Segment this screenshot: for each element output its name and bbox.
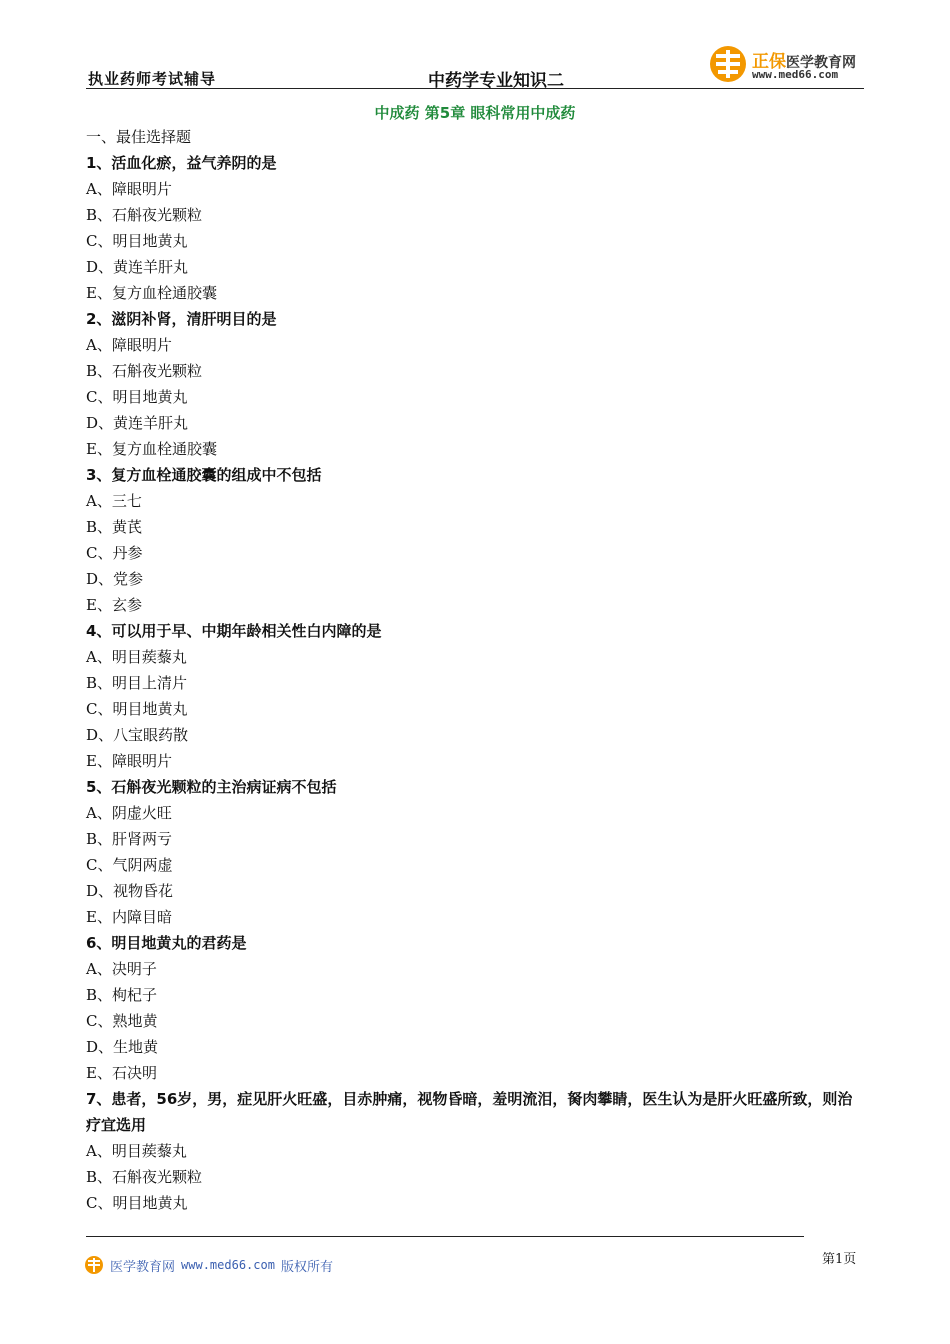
question-stem: 2、滋阴补肾，清肝明目的是	[86, 310, 277, 328]
question-stem: 4、可以用于早、中期年龄相关性白内障的是	[86, 622, 382, 640]
question-stem: 7、患者，56岁，男，症见肝火旺盛，目赤肿痛，视物昏暗，羞明流泪，胬肉攀睛，医生认为是肝火旺盛所致，则治疗宜选用	[86, 1090, 853, 1134]
answer-option: B、石斛夜光颗粒	[86, 362, 203, 380]
footer-url[interactable]: www.med66.com	[181, 1258, 275, 1272]
question-stem: 1、活血化瘀，益气养阴的是	[86, 154, 277, 172]
answer-option: E、石决明	[86, 1064, 157, 1082]
footer-divider	[86, 1236, 804, 1237]
footer-copyright	[84, 1255, 333, 1275]
brand-logo	[708, 42, 868, 86]
logo-brand: 正保	[752, 52, 786, 72]
question-stem: 5、石斛夜光颗粒的主治病证病不包括	[86, 778, 337, 796]
header-center-title: 中药学专业知识二	[428, 71, 564, 91]
page-number: 第1页	[822, 1252, 857, 1267]
chapter-title: 中成药 第5章 眼科常用中成药	[374, 104, 576, 122]
answer-option: B、石斛夜光颗粒	[86, 1168, 203, 1186]
answer-option: A、三七	[86, 492, 142, 510]
answer-option: D、八宝眼药散	[86, 726, 189, 744]
answer-option: C、气阴两虚	[86, 856, 173, 874]
header-divider	[86, 88, 864, 89]
answer-option: B、石斛夜光颗粒	[86, 206, 203, 224]
answer-option: A、障眼明片	[86, 336, 172, 354]
answer-option: D、党参	[86, 570, 144, 588]
footer-rights: 版权所有	[280, 1259, 333, 1275]
answer-option: B、肝肾两亏	[86, 830, 173, 848]
answer-option: C、明目地黄丸	[86, 1194, 188, 1212]
answer-option: A、障眼明片	[86, 180, 172, 198]
answer-option: D、黄连羊肝丸	[86, 414, 189, 432]
section-heading: 一、最佳选择题	[86, 128, 192, 146]
answer-option: C、明目地黄丸	[86, 700, 188, 718]
answer-option: A、明目蒺藜丸	[86, 648, 187, 666]
answer-option: E、复方血栓通胶囊	[86, 284, 217, 302]
answer-option: D、黄连羊肝丸	[86, 258, 189, 276]
answer-option: A、明目蒺藜丸	[86, 1142, 187, 1160]
answer-option: E、复方血栓通胶囊	[86, 440, 217, 458]
logo-url: www.med66.com	[752, 68, 839, 81]
footer-site-name: 医学教育网	[110, 1259, 176, 1275]
answer-option: A、决明子	[86, 960, 157, 978]
answer-option: D、生地黄	[86, 1038, 159, 1056]
question-stem: 6、明目地黄丸的君药是	[86, 934, 247, 952]
answer-option: E、内障目暗	[86, 908, 172, 926]
answer-option: B、明目上清片	[86, 674, 188, 692]
answer-option: E、障眼明片	[86, 752, 172, 770]
answer-option: B、黄芪	[86, 518, 143, 536]
answer-option: D、视物昏花	[86, 882, 174, 900]
logo-mark-icon	[708, 44, 748, 84]
answer-option: C、明目地黄丸	[86, 232, 188, 250]
answer-option: E、玄参	[86, 596, 142, 614]
question-list	[86, 124, 866, 1216]
answer-option: C、熟地黄	[86, 1012, 158, 1030]
question-stem: 3、复方血栓通胶囊的组成中不包括	[86, 466, 322, 484]
logo-sub: 医学教育网	[786, 55, 856, 71]
header-left-title: 执业药师考试辅导	[88, 70, 217, 88]
answer-option: C、丹参	[86, 544, 143, 562]
answer-option: A、阴虚火旺	[86, 804, 172, 822]
footer-logo-icon	[84, 1255, 104, 1275]
answer-option: B、枸杞子	[86, 986, 158, 1004]
answer-option: C、明目地黄丸	[86, 388, 188, 406]
